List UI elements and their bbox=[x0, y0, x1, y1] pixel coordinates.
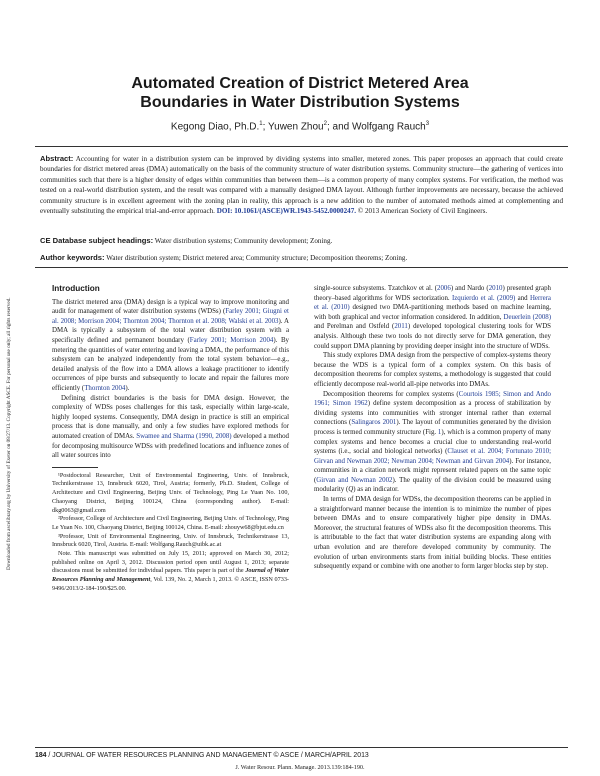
page-number: 184 bbox=[35, 752, 47, 759]
text-run: ). bbox=[125, 384, 130, 392]
text-run: Decomposition theorems for complex systems ( bbox=[323, 390, 459, 398]
footnote-3: ³Professor, Unit of Environmental Engineering, Univ. of Innsbruck, Technikerstrasse 13, Innsbruck 6020, Tirol, Austria. E-mail: Wolfgang.Rauch@uibk.ac.at bbox=[52, 532, 289, 549]
text-run: ) and Nardo ( bbox=[450, 285, 489, 292]
author-list bbox=[60, 121, 540, 132]
citation-link[interactable]: 2010 bbox=[488, 285, 503, 292]
footnote-1: ¹Postdoctoral Researcher, Unit of Environmental Engineering, Univ. of Innsbruck, Technikerstrasse 13, Innsbruck 6020, Tirol, Austria; formerly, Ph.D. Student, College of Architecture and Civil Engineering, Beijing Univ. of Technology, Ping Le Yuan No. 100, Chaoyang District, Beijing 100124, China (corresponding author). E-mail: dkg0063@gmail.com bbox=[52, 471, 289, 514]
ce-headings-text: Water distribution systems; Community development; Zoning. bbox=[153, 237, 333, 245]
download-notice: Downloaded from ascelibrary.org by University of Exeter on 08/27/13. Copyright ASCE. For personal use only; all rights reserved. bbox=[6, 297, 12, 570]
text-run: ) presented graph theory–based algorithms for WDS sectorization. bbox=[314, 285, 551, 302]
author-1-affil: 1 bbox=[259, 121, 263, 127]
text-run: ) as an indicator. bbox=[353, 486, 399, 494]
abstract-label: Abstract: bbox=[40, 154, 74, 163]
title-line-2: Boundaries in Water Distribution Systems bbox=[140, 94, 460, 111]
citation-link[interactable]: Deuerlein (2008) bbox=[503, 313, 552, 321]
text-run: ). For instance, communities in a citation network might represent related papers on the same topic ( bbox=[314, 457, 551, 484]
citation-link[interactable]: Courtois 1985; Simon and Ando 1961; Simon 1962 bbox=[314, 390, 552, 408]
right-paragraph-4: In terms of DMA design for WDSs, the decomposition theorems can be applied in a straightforward manner because the intention is to minimize the number of pipes between DMAs and to ensure comparatively higher pipe density in DMAs. Moreover, the structural features of WDSs also fit the decomposition theorems. This is attributable to the fact that water distribution systems are expanding along with urban evolution and are therefore developed community by community. The evolution of urban environments starts from initial building blocks. These entities subsequently expand or combine with one another to form larger blocks step by step. bbox=[314, 496, 551, 571]
title-line-1: Automated Creation of District Metered Area bbox=[131, 75, 469, 92]
text-run: ). The quality of the division could be measured using modularity ( bbox=[314, 476, 551, 494]
author-2: ; Yuwen Zhou bbox=[262, 121, 324, 133]
right-paragraph-1 bbox=[314, 284, 551, 351]
text-run: designed two DMA-partitioning methods based on machine learning, with both graphical and vector information considered. In addition, bbox=[314, 304, 551, 321]
section-heading-introduction: Introduction bbox=[52, 284, 100, 293]
citation-link[interactable]: Izquierdo et al. (2009) bbox=[451, 294, 516, 302]
citation-link[interactable]: Farley 2001; Giugni et al. 2008; Morrison 2004; Thornton 2004; Thornton et al. 2008; Walski et al. 2003 bbox=[52, 308, 289, 325]
author-1: Kegong Diao, Ph.D. bbox=[170, 121, 260, 133]
figure-link[interactable]: 1 bbox=[437, 428, 442, 436]
author-keywords bbox=[40, 253, 563, 263]
footnote-rule bbox=[52, 467, 98, 468]
intro-paragraph-1 bbox=[52, 298, 289, 394]
text-run: ) define system decomposition as a process of stabilization by dividing systems into communities with stronger internal rather than external connections ( bbox=[314, 400, 551, 427]
abstract-top-rule bbox=[35, 146, 568, 147]
paper-title bbox=[60, 74, 540, 112]
left-column bbox=[52, 284, 289, 594]
ce-headings-label: CE Database subject headings: bbox=[40, 236, 154, 245]
right-paragraph-3 bbox=[314, 390, 551, 496]
page-footer bbox=[35, 747, 568, 759]
abstract bbox=[40, 154, 563, 216]
citation-link[interactable]: Swamee and Sharma (1990, 2008) bbox=[136, 432, 232, 440]
author-3: ; and Wolfgang Rauch bbox=[326, 121, 426, 133]
text-run: The district metered area (DMA) design is a typical way to improve monitoring and audit for management of water distribution systems (WDSs) ( bbox=[52, 298, 289, 316]
text-run: Note. This manuscript was submitted on July 15, 2011; approved on March 30, 2012; published online on April 3, 2012. Discussion period open until August 1, 2013; separate discussions must be submitted for individual papers. This paper is part of the bbox=[52, 550, 289, 575]
citation-link[interactable]: 2011 bbox=[394, 323, 408, 331]
modularity-symbol: Q bbox=[348, 486, 354, 494]
footer-journal: / JOURNAL OF WATER RESOURCES PLANNING AND MANAGEMENT © ASCE / MARCH/APRIL 2013 bbox=[46, 752, 369, 759]
citation-link[interactable]: 2006 bbox=[437, 285, 451, 292]
abstract-text: Accounting for water in a distribution system can be improved by dividing systems into smaller, metered zones. This paper proposes an approach that could create boundaries for district metered areas (DMA) automatically on the basis of the community structure of water distribution systems. Community structure—the gathering of vertices into communities such that there is a higher density of edges within communities than between them—is a common property of many complex systems. For verification, the method was tested on a real-world distribution system, and the result was compared with a manually designed DMA layout. Although further improvements are necessary, because the achieved community structure is in excellent agreement with the zoning plan in reality, this approach is a new addition to the number of automated methods aimed at complementing and eventually substituting the empirical trial-and-error approach. bbox=[40, 155, 563, 216]
text-run: and Perelman and Ostfeld ( bbox=[314, 323, 395, 331]
citation-link[interactable]: Thornton 2004 bbox=[84, 384, 126, 392]
bottom-citation: J. Water Resour. Plann. Manage. 2013.139:184-190. bbox=[235, 764, 365, 771]
footnote-2: ²Professor, College of Architecture and Civil Engineering, Beijing Univ. of Technology, Ping Le Yuan No. 100, Chaoyang District, Beijing 100124, China. E-mail: zhouyw68@bjut.edu.cn bbox=[52, 515, 289, 531]
text-run: single-source subsystems. Tzatchkov et al. ( bbox=[314, 285, 438, 292]
text-run: Defining district boundaries is the basis for DMA design. However, the complexity of WDSs poses challenges for this task, especially within large-scale, highly looped systems. Consequently, DMA design in practice is still an empirical process that is done manually, and only a few studies have explored methods for automated creation of DMAs. bbox=[52, 394, 289, 440]
author-2-affil: 2 bbox=[323, 121, 327, 127]
ce-headings bbox=[40, 236, 563, 246]
citation-link[interactable]: Girvan and Newman 2002 bbox=[316, 476, 393, 484]
text-run: and bbox=[515, 294, 530, 302]
abstract-copyright: © 2013 American Society of Civil Engineers. bbox=[356, 207, 488, 216]
citation-link[interactable]: Farley 2001; Morrison 2004 bbox=[189, 336, 274, 344]
footnotes bbox=[52, 472, 289, 594]
text-run: ). The layout of communities generated by the division process is termed community structure (Fig. bbox=[314, 419, 551, 436]
text-run: ). By metering the quantities of water entering and leaving a DMA, the performance of this subsystem can be analyzed independently from the total system behavior—e.g., detailed analysis of the flow into a DMA allows a leakage practitioner to identify occurrences of pipe bursts and subsequently to locate and repair the failures more efficiently ( bbox=[52, 336, 290, 392]
doi-label: DOI: bbox=[216, 207, 233, 216]
doi-link[interactable]: 10.1061/(ASCE)WR.1943-5452.0000247. bbox=[232, 207, 357, 216]
right-paragraph-2: This study explores DMA design from the perspective of complex-systems theory because the WDS is a typical form of a complex system. On this basis of decomposition theorems for complex systems, a methodology is suggested that could efficiently decompose real-world all-pipe networks into DMAs. bbox=[314, 352, 551, 388]
text-run: ), which is a common property of many complex systems and hence becomes a crucial clue to understanding real-world systems (i.e., social and biological networks) ( bbox=[314, 428, 552, 456]
citation-link[interactable]: Clauset et al. 2004; Fortunato 2010; Girvan and Newman 2002; Newman 2004; Newman and Girvan 2004 bbox=[314, 448, 551, 465]
keywords-label: Author keywords: bbox=[40, 253, 105, 262]
submission-note bbox=[52, 550, 289, 594]
citation-link[interactable]: Herrera et al. (2010) bbox=[314, 294, 551, 312]
text-run: ) developed topological clustering tools for WDS analysis. Although these two tools do not directly serve for DMA generation, they could support DMA planning by providing deeper insight into the structure of WDSs. bbox=[314, 323, 551, 350]
keywords-bottom-rule bbox=[35, 267, 568, 268]
intro-paragraph-2 bbox=[52, 394, 289, 461]
keywords-text: Water distribution system; District metered area; Community structure; Decomposition theorems; Zoning. bbox=[104, 254, 408, 262]
right-column bbox=[314, 284, 551, 572]
text-run: , Vol. 139, No. 2, March 1, 2013. © ASCE, ISSN 0733-9496/2013/2-184-190/$25.00. bbox=[52, 576, 289, 592]
journal-name: Journal of Water Resources Planning and Management bbox=[52, 567, 289, 584]
text-run: ). A DMA is typically a subsystem of the total water distribution system with a specifically defined and permanent boundary ( bbox=[52, 317, 289, 344]
citation-link[interactable]: Salingaros 2001 bbox=[351, 419, 397, 427]
text-run: developed a method for decomposing multisource WDSs with predefined locations and influence zones of all water sources into bbox=[52, 432, 289, 460]
author-3-affil: 3 bbox=[425, 121, 430, 127]
